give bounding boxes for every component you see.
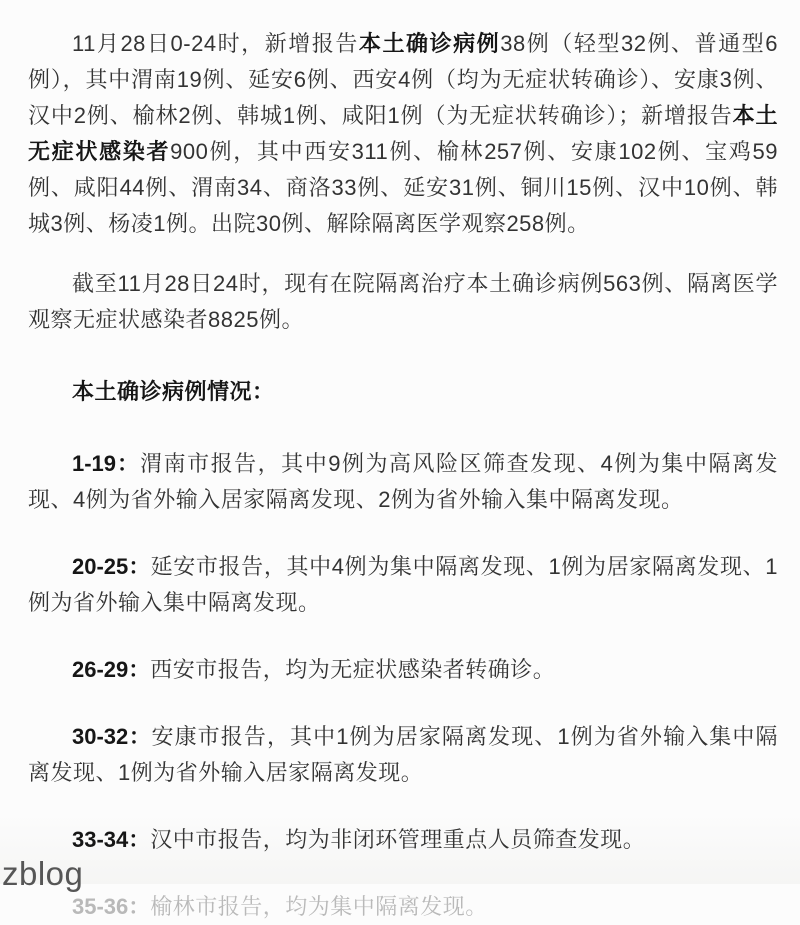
case-paragraph-35-36 — [28, 889, 778, 925]
case-text: 渭南市报告，其中9例为高风险区筛查发现、4例为集中隔离发现、4例为省外输入居家隔离发现、2例为省外输入集中隔离发现。 — [28, 451, 778, 512]
new-cases-text-1: 11月28日0-24时，新增报告 — [72, 31, 359, 56]
case-range-label: 35-36： — [72, 894, 151, 919]
case-paragraph-20-25 — [28, 549, 778, 621]
case-text: 安康市报告，其中1例为居家隔离发现、1例为省外输入集中隔离发现、1例为省外输入居家隔离发现。 — [28, 724, 778, 785]
bold-local-asymptomatic-cases: 本土无症状感染者 — [28, 103, 778, 164]
watermark-zblog: zblog — [2, 855, 84, 892]
paragraph-cumulative: 截至11月28日24时，现有在院隔离治疗本土确诊病例563例、隔离医学观察无症状感染者8825例。 — [28, 271, 778, 332]
bold-local-confirmed-cases: 本土确诊病例 — [358, 31, 501, 56]
section-heading-confirmed-cases: 本土确诊病例情况： — [72, 379, 275, 404]
paragraph-new-cases — [28, 26, 778, 242]
new-cases-text-2: 38例（轻型32例、普通型6例），其中渭南19例、延安6例、西安4例（均为无症状转确诊）、安康3例、汉中2例、榆林2例、韩城1例、咸阳1例（为无症状转确诊）；新增报告 — [28, 31, 778, 128]
case-range-label: 20-25： — [72, 554, 151, 579]
case-text: 延安市报告，其中4例为集中隔离发现、1例为居家隔离发现、1例为省外输入集中隔离发现。 — [28, 554, 778, 615]
case-text: 汉中市报告，均为非闭环管理重点人员筛查发现。 — [150, 827, 646, 852]
case-paragraph-1-19 — [28, 446, 778, 518]
case-text: 西安市报告，均为无症状感染者转确诊。 — [150, 657, 556, 682]
case-paragraph-30-32 — [28, 719, 778, 791]
case-range-label: 30-32： — [72, 724, 152, 749]
case-range-label: 26-29： — [72, 657, 151, 682]
new-cases-text-3: 900例，其中西安311例、榆林257例、安康102例、宝鸡59例、咸阳44例、渭南34、商洛33例、延安31例、铜川15例、汉中10例、韩城3例、杨凌1例。出院30例、解除隔离医学观察258例。 — [28, 139, 778, 236]
case-range-label: 1-19： — [72, 451, 141, 476]
case-text: 榆林市报告，均为集中隔离发现。 — [150, 894, 488, 919]
case-paragraph-26-29 — [28, 652, 778, 688]
case-paragraph-33-34 — [28, 822, 778, 858]
case-range-label: 33-34： — [72, 827, 151, 852]
